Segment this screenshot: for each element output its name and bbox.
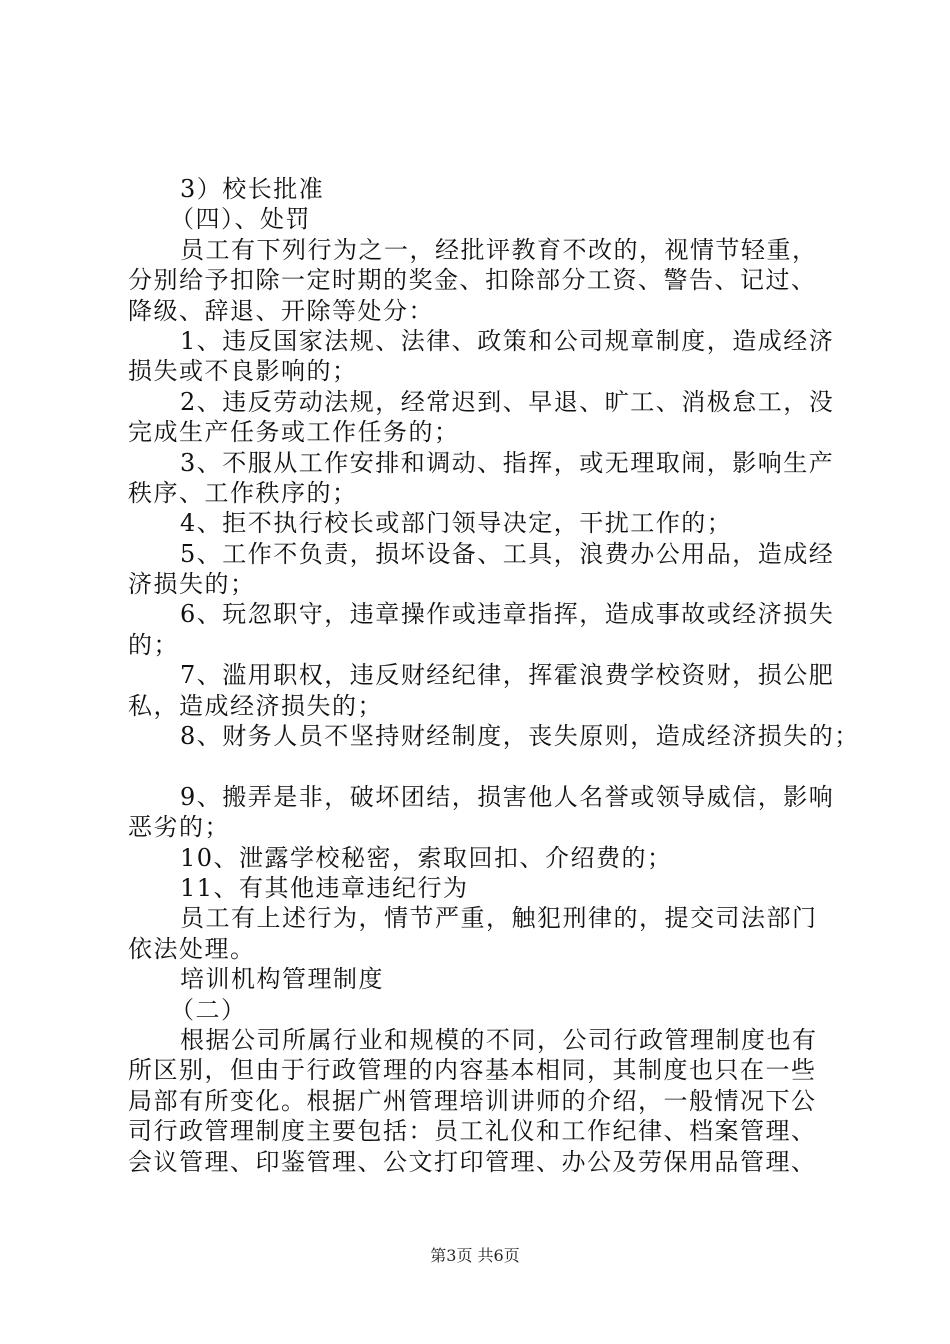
list-item: 11、有其他违章违纪行为 — [180, 873, 469, 902]
text-line: 根据公司所属行业和规模的不同，公司行政管理制度也有 — [180, 1025, 818, 1054]
list-item: 10、泄露学校秘密，索取回扣、介绍费的； — [180, 843, 673, 872]
section-title: 培训机构管理制度 — [180, 965, 384, 994]
list-item: 2、违反劳动法规，经常迟到、早退、旷工、消极怠工，没 — [180, 387, 835, 416]
text-line: 分别给予扣除一定时期的奖金、扣除部分工资、警告、记过、 — [128, 266, 817, 295]
document-body — [128, 174, 860, 1177]
text-line: 员工有上述行为，情节严重，触犯刑律的，提交司法部门 — [180, 904, 818, 933]
text-line: 私，造成经济损失的； — [128, 691, 383, 720]
text-line: 依法处理。 — [128, 934, 256, 963]
text-line: 员工有下列行为之一，经批评教育不改的，视情节轻重， — [180, 235, 818, 264]
text-line: 司行政管理制度主要包括：员工礼仪和工作纪律、档案管理、 — [128, 1117, 817, 1146]
text-line: 3）校长批准 — [180, 175, 325, 203]
text-line: 恶劣的； — [128, 813, 230, 842]
text-line: 损失或不良影响的； — [128, 357, 358, 386]
text-line: 完成生产任务或工作任务的； — [128, 418, 460, 447]
text-line: 秩序、工作秩序的； — [128, 478, 358, 507]
text-line: 的； — [128, 630, 179, 659]
section-heading: （二） — [170, 995, 247, 1024]
text-line: 济损失的； — [128, 570, 256, 599]
list-item: 3、不服从工作安排和调动、指挥，或无理取闹，影响生产 — [180, 448, 835, 477]
text-line: 会议管理、印鉴管理、公文打印管理、办公及劳保用品管理、 — [128, 1147, 817, 1176]
text-line: 降级、辞退、开除等处分： — [128, 296, 434, 325]
list-item: 9、搬弄是非，破坏团结，损害他人名誉或领导威信，影响 — [180, 782, 835, 811]
list-item: 8、财务人员不坚持财经制度，丧失原则，造成经济损失的； — [180, 722, 860, 751]
list-item: 6、玩忽职守，违章操作或违章指挥，造成事故或经济损失 — [180, 600, 835, 629]
page-number: 第3页 共6页 — [430, 1246, 520, 1265]
list-item: 1、违反国家法规、法律、政策和公司规章制度，造成经济 — [180, 326, 835, 355]
list-item: 7、滥用职权，违反财经纪律，挥霍浪费学校资财，损公肥 — [180, 661, 835, 690]
blank-line — [128, 751, 840, 781]
text-line: 所区别，但由于行政管理的内容基本相同，其制度也只在一些 — [128, 1056, 817, 1085]
text-line: 局部有所变化。根据广州管理培训讲师的介绍，一般情况下公 — [128, 1086, 817, 1115]
section-heading: （四）、处罚 — [170, 205, 311, 234]
list-item: 4、拒不执行校长或部门领导决定，干扰工作的； — [180, 509, 733, 538]
list-item: 5、工作不负责，损坏设备、工具，浪费办公用品，造成经 — [180, 539, 835, 568]
